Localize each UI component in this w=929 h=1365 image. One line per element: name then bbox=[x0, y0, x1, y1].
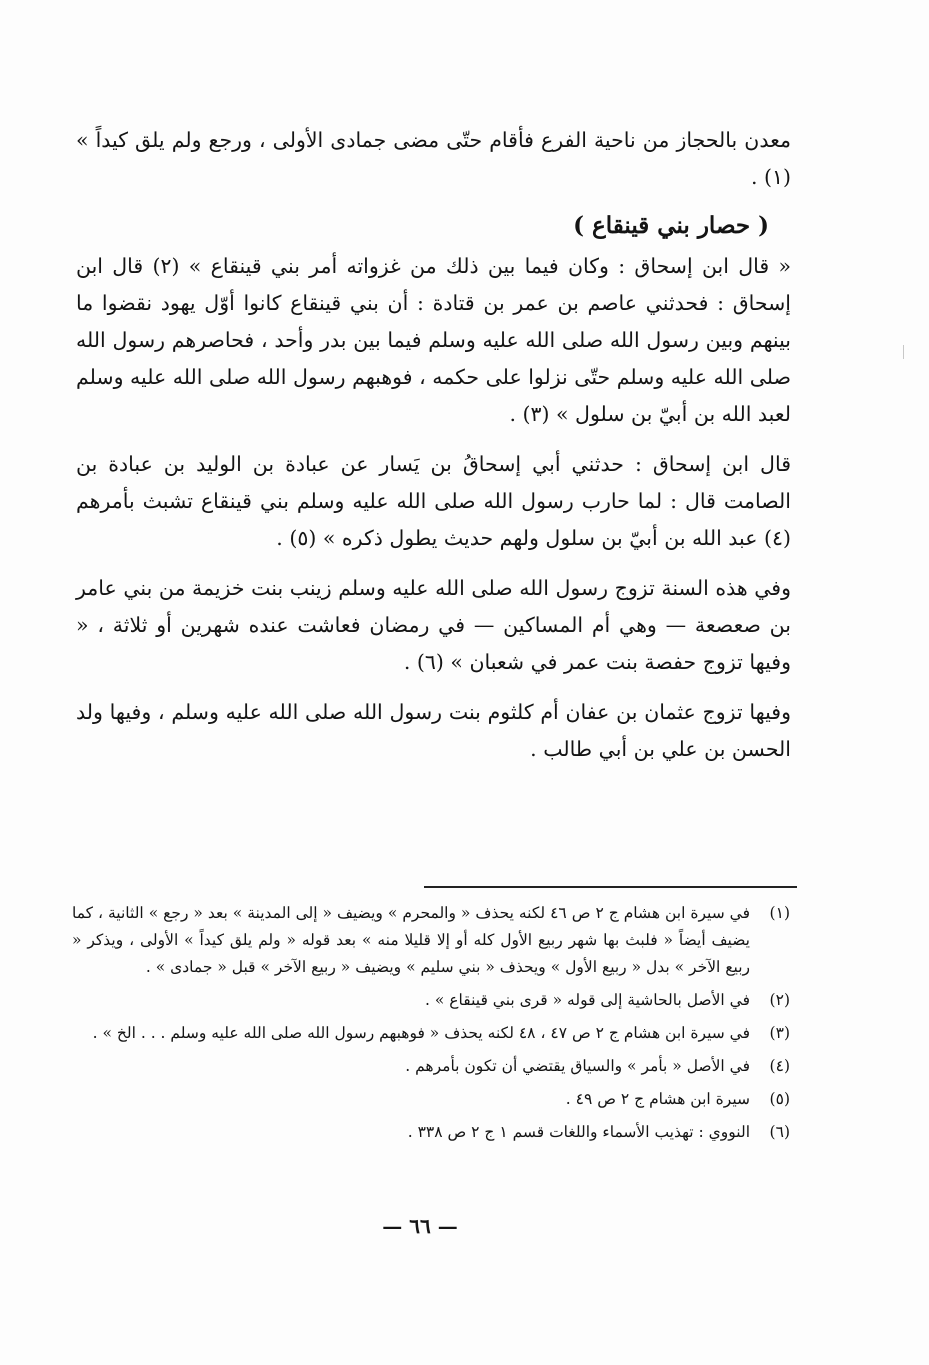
paragraph-continuation: معدن بالحجاز من ناحية الفرع فأقام حتّى مضى جمادى الأولى ، ورجع ولم يلق كيداً » (١) . bbox=[76, 128, 791, 189]
paragraph-banu-qaynuqa: « قال ابن إسحاق : وكان فيما بين ذلك من غزواته أمر بني قينقاع » (٢) قال ابن إسحاق : فحدثني عاصم بن عمر بن قتادة : أن بني قينقاع كانوا أوّل يهود نقضوا ما بينهم وبين رسول الله صلى الله عليه وسلم فيما بين بدر وأحد ، فحاصرهم رسول الله صلى الله عليه وسلم حتّى نزلوا على حكمه ، فوهبهم رسول الله صلى الله عليه وسلم لعبد الله بن أبيّ بن سلول » (٣) . bbox=[76, 254, 791, 426]
footnote-item bbox=[72, 900, 790, 981]
footnote-number: (٢) bbox=[769, 991, 790, 1009]
footnote-number: (١) bbox=[769, 904, 790, 922]
footnote-item bbox=[72, 1119, 790, 1146]
footnote-item bbox=[72, 1020, 790, 1047]
footnote-divider bbox=[424, 886, 797, 888]
section-heading: ( حصار بني قينقاع ) bbox=[573, 212, 769, 239]
main-text bbox=[76, 122, 791, 781]
footnote-number: (٤) bbox=[769, 1057, 790, 1075]
footnote-text: سيرة ابن هشام ج ٢ ص ٤٩ . bbox=[565, 1090, 750, 1108]
footnote-item bbox=[72, 987, 790, 1014]
footnote-text: في سيرة ابن هشام ج ٢ ص ٤٦ لكنه يحذف « والمحرم » ويضيف « إلى المدينة » بعد « رجع » الثانية ، كما يضيف أيضاً « فلبث بها شهر ربيع الأول كله أو إلا قليلا منه » بعد قوله « ولم يلق كيداً » الأولى ، ويذكر « ربيع الآخر » بدل « ربيع الأول » ويحذف « بني سليم » ويضيف « ربيع الآخر » قبل « جمادى » . bbox=[72, 904, 751, 976]
page-number: — ٦٦ — bbox=[382, 1214, 458, 1238]
footnote-text: في الأصل بالحاشية إلى قوله « قرى بني قينقاع » . bbox=[425, 991, 750, 1009]
paragraph-uthman-marriage: وفيها تزوج عثمان بن عفان أم كلثوم بنت رسول الله صلى الله عليه وسلم ، وفيها ولد الحسن بن علي بن أبي طالب . bbox=[76, 700, 791, 761]
footnotes bbox=[72, 900, 790, 1152]
footnote-number: (٥) bbox=[769, 1090, 790, 1108]
footnote-number: (٣) bbox=[769, 1024, 790, 1042]
paragraph-ibn-ishaq: قال ابن إسحاق : حدثني أبي إسحاقُ بن يَسار عن عبادة بن الوليد بن عبادة بن الصامت قال : لما حارب رسول الله صلى الله عليه وسلم بني قينقاع تشبث بأمرهم (٤) عبد الله بن أبيّ بن سلول ولهم حديث يطول ذكره » (٥) . bbox=[76, 452, 791, 550]
scan-mark bbox=[903, 345, 904, 359]
footnote-text: في الأصل « بأمر » والسياق يقتضي أن تكون بأمرهم . bbox=[405, 1057, 750, 1075]
paragraph-zaynab-marriage: وفي هذه السنة تزوج رسول الله صلى الله عليه وسلم زينب بنت خزيمة من بني عامر بن صعصعة — وهي أم المساكين — في رمضان فعاشت عنده شهرين أو ثلاثة ، « وفيها تزوج حفصة بنت عمر في شعبان » (٦) . bbox=[76, 576, 791, 674]
footnote-number: (٦) bbox=[769, 1123, 790, 1141]
footnote-text: النووي : تهذيب الأسماء واللغات قسم ١ ج ٢ ص ٣٣٨ . bbox=[407, 1123, 750, 1141]
footnote-item bbox=[72, 1053, 790, 1080]
footnote-item bbox=[72, 1086, 790, 1113]
footnote-text: في سيرة ابن هشام ج ٢ ص ٤٧ ، ٤٨ لكنه يحذف « فوهبهم رسول الله صلى الله عليه وسلم . . . الخ » . bbox=[92, 1024, 750, 1042]
